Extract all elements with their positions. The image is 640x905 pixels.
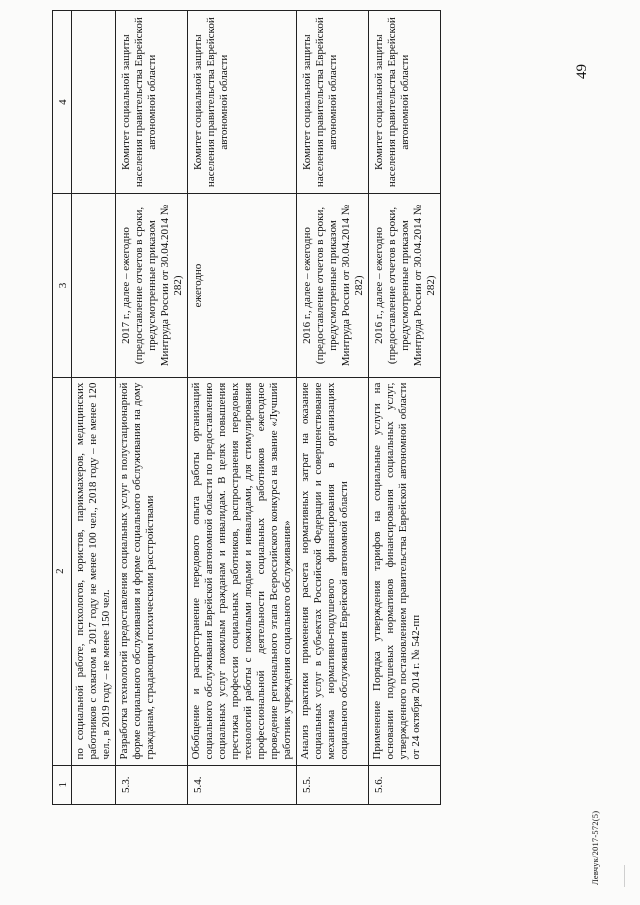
table-row xyxy=(116,11,188,805)
row-term: 2016 г., далее – ежегодно (предоставление отчетов в сроки, предусмотренные приказом Минтруда России от 30.04.2014 № 282) xyxy=(297,194,369,377)
row-number: 5.4. xyxy=(188,765,297,804)
column-header-4: 4 xyxy=(53,11,72,194)
row-executor: Комитет социальной защиты населения правительства Еврейской автономной области xyxy=(369,11,441,194)
row-measure: Обобщение и распространение передового опыта работы организаций социального обслуживания Еврейской автономной области по предоставлению социальных услуг пожилым гражданам и инвалидам. В целях повышения престижа профессии социальных работников, распространения передовых технологий работы с пожилыми людьми и инвалидами, для стимулирования профессиональной деятельности социальных работников ежегодное проведение регионального этапа Всероссийского конкурса на звание «Лучший работник учреждения социального обслуживания» xyxy=(188,377,297,765)
row-term xyxy=(72,194,116,377)
table-row xyxy=(297,11,369,805)
table-row xyxy=(72,11,116,805)
measures-table xyxy=(52,10,441,805)
row-executor xyxy=(72,11,116,194)
column-header-3: 3 xyxy=(53,194,72,377)
row-executor: Комитет социальной защиты населения правительства Еврейской автономной области xyxy=(297,11,369,194)
row-executor: Комитет социальной защиты населения правительства Еврейской автономной области xyxy=(116,11,188,194)
row-measure: Анализ практики применения расчета нормативных затрат на оказание социальных услуг в субъектах Российской Федерации и совершенствование механизма нормативно-подушевого финансирования в организациях социального обслуживания Еврейской автономной области xyxy=(297,377,369,765)
row-term: 2017 г., далее – ежегодно (предоставление отчетов в сроки, предусмотренные приказом Минтруда России от 30.04.2014 № 282) xyxy=(116,194,188,377)
row-term: 2016 г., далее – ежегодно (предоставление отчетов в сроки, предусмотренные приказом Минтруда России от 30.04.2014 № 282) xyxy=(369,194,441,377)
row-term: ежегодно xyxy=(188,194,297,377)
column-header-2: 2 xyxy=(53,377,72,765)
row-number: 5.6. xyxy=(369,765,441,804)
table-row xyxy=(188,11,297,805)
table-header-row xyxy=(53,11,72,805)
row-measure: по социальной работе, психологов, юристов, парикмахеров, медицинских работников с охватом в 2017 году не менее 100 чел., 2018 году – не менее 120 чел., в 2019 году – не менее 150 чел. xyxy=(72,377,116,765)
row-number: 5.3. xyxy=(116,765,188,804)
page-number: 49 xyxy=(574,64,590,79)
row-number xyxy=(72,765,116,804)
row-number: 5.5. xyxy=(297,765,369,804)
row-measure: Разработка технологий предоставления социальных услуг в полустационарной форме социального обслуживания и форме социального обслуживания на дому гражданам, страдающим психическими расстройствами xyxy=(116,377,188,765)
scan-mark xyxy=(614,865,625,887)
row-executor: Комитет социальной защиты населения правительства Еврейской автономной области xyxy=(188,11,297,194)
footer-code: Левчук/2017-572(5) xyxy=(590,810,600,885)
table-row xyxy=(369,11,441,805)
column-header-1: 1 xyxy=(53,765,72,804)
row-measure: Применение Порядка утверждения тарифов на социальные услуги на основании подушевых нормативов финансирования социальных услуг, утвержденного постановлением правительства Еврейской автономной области от 24 октября 2014 г. № 542-пп xyxy=(369,377,441,765)
